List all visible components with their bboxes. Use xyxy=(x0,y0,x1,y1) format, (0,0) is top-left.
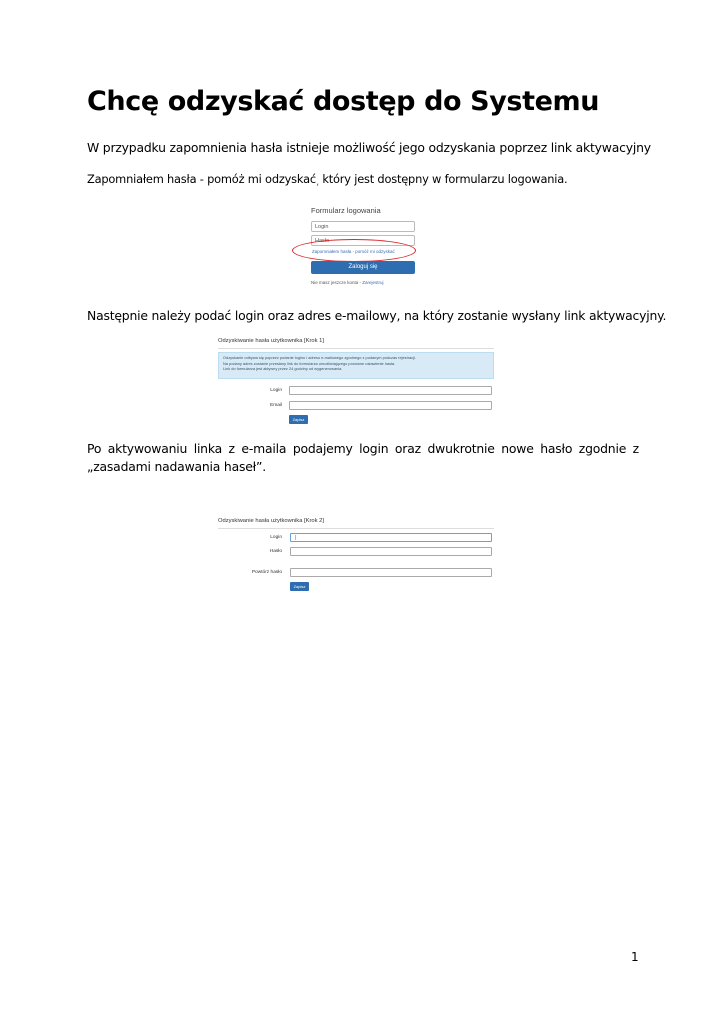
step2-login-input[interactable] xyxy=(290,533,492,542)
step2-repeat-label: Powtórz hasło xyxy=(251,570,282,575)
paragraph-intro: W przypadku zapomnienia hasła istnieje możliwość jego odzyskania poprzez link aktywacyjny xyxy=(87,140,651,155)
step1-email-input[interactable] xyxy=(289,401,492,410)
step1-login-label: Login xyxy=(270,388,282,393)
step1-email-label: Email xyxy=(270,403,282,408)
register-line xyxy=(311,280,384,285)
paragraph-step1: Następnie należy podać login oraz adres e-mailowy, na który zostanie wysłany link aktywacyjny. xyxy=(87,308,667,323)
forgot-password-link[interactable]: Zapomniałem hasła - pomóż mi odzyskać xyxy=(312,249,395,254)
step2-password-input[interactable] xyxy=(290,547,492,556)
highlight-ellipse xyxy=(292,239,416,262)
link-mark: , xyxy=(315,177,319,188)
step2-title: Odzyskiwanie hasła użytkownika [Krok 2] xyxy=(218,518,324,524)
text-cursor: | xyxy=(295,535,297,541)
divider xyxy=(218,528,494,529)
step2-save-button[interactable]: Zapisz xyxy=(290,582,309,591)
info-line: Na podany adres zostanie przesłany link do formularza umożliwiającego ponowne ustawienie hasła. xyxy=(223,360,396,366)
step2-screenshot xyxy=(218,518,494,608)
divider xyxy=(218,348,494,349)
step1-save-button[interactable]: Zapisz xyxy=(289,415,308,424)
login-form-screenshot xyxy=(290,204,430,292)
login-button[interactable]: Zaloguj się xyxy=(311,261,415,274)
page-number: 1 xyxy=(631,950,639,964)
password-input[interactable]: Hasło xyxy=(311,235,415,246)
info-line: Link do formularza jest aktywny przez 24 godziny od wygenerowania. xyxy=(223,366,343,372)
info-line: Odzyskanie odbywa się poprzez podanie loginu i adresu e-mailowego zgodnego z podanym podczas rejestracji. xyxy=(223,355,416,360)
login-input[interactable]: Login xyxy=(311,221,415,232)
page-title: Chcę odzyskać dostęp do Systemu xyxy=(87,86,600,117)
register-text: Nie masz jeszcze konta - xyxy=(311,280,363,285)
step2-repeat-password-input[interactable] xyxy=(290,568,492,577)
step2-login-label: Login xyxy=(270,535,282,540)
login-form-title: Formularz logowania xyxy=(311,206,381,215)
forgot-link-text: Zapomniałem hasła - pomóż mi odzyskać xyxy=(87,172,316,186)
step2-password-label: Hasło xyxy=(269,549,282,554)
register-link[interactable]: Zarejestruj xyxy=(362,280,384,285)
step1-info-box xyxy=(218,352,494,379)
paragraph-step2: Po aktywowaniu linka z e-maila podajemy login oraz dwukrotnie nowe hasło zgodnie z „zasadami nadawania haseł”. xyxy=(87,441,639,474)
paragraph-link-info xyxy=(87,170,567,192)
step1-screenshot xyxy=(218,338,494,428)
paragraph-link-info-rest: który jest dostępny w formularzu logowania. xyxy=(318,172,568,186)
step1-title: Odzyskiwanie hasła użytkownika [Krok 1] xyxy=(218,338,324,344)
step1-login-input[interactable] xyxy=(289,386,492,395)
